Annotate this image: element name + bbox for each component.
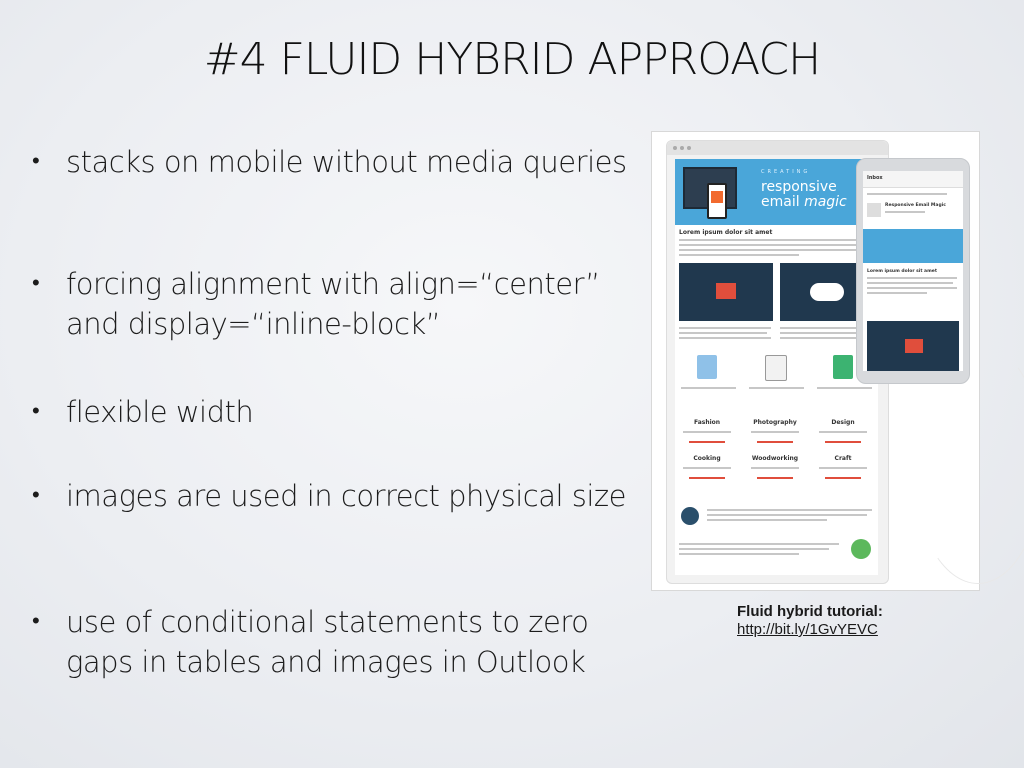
inbox-label: Inbox	[867, 175, 883, 181]
bullet-text: use of conditional statements to zero gaps in tables and images in Outlook	[66, 605, 589, 679]
phone-icon	[707, 183, 727, 219]
email-page	[675, 159, 878, 575]
slide-title: #4 FLUID HYBRID APPROACH	[203, 34, 821, 85]
read-more-link[interactable]	[689, 441, 725, 443]
read-more-link[interactable]	[825, 477, 861, 479]
column-heading: Design	[831, 419, 855, 426]
column-heading: Woodworking	[751, 455, 799, 462]
email-hero-banner	[675, 159, 878, 225]
read-more-link[interactable]	[825, 441, 861, 443]
hero-heading	[761, 165, 847, 210]
mobile-phone-mockup	[856, 158, 970, 384]
read-more-link[interactable]	[757, 441, 793, 443]
email-heading: Lorem ipsum dolor sit amet	[679, 229, 773, 236]
avatar	[681, 507, 699, 525]
column-heading: Fashion	[693, 419, 721, 426]
mobile-email-view	[863, 171, 963, 371]
tutorial-caption	[737, 603, 883, 639]
hero-line-3: magic	[804, 194, 847, 210]
notepad-icon	[697, 355, 717, 379]
read-more-link[interactable]	[689, 477, 725, 479]
mobile-hero	[863, 229, 963, 263]
envelope-icon	[716, 283, 736, 299]
bullet-dot: •	[32, 483, 40, 508]
bullet-dot: •	[32, 399, 40, 424]
envelope-icon	[905, 339, 923, 353]
bullet-text: flexible width	[66, 395, 254, 429]
email-tile-image	[679, 263, 773, 321]
sender-name: Responsive Email Magic	[885, 203, 946, 208]
caption-title: Fluid hybrid tutorial:	[737, 603, 883, 620]
bullet-text: images are used in correct physical size	[66, 479, 626, 513]
cloud-icon	[810, 283, 844, 301]
tools-icon	[851, 539, 871, 559]
bullet-dot: •	[32, 609, 40, 634]
tutorial-link[interactable]: http://bit.ly/1GvYEVC	[737, 621, 878, 638]
read-more-link[interactable]	[757, 477, 793, 479]
bullet-text: stacks on mobile without media queries	[66, 145, 627, 179]
hero-line-2: email	[761, 194, 800, 210]
document-icon	[833, 355, 853, 379]
hero-kicker: CREATING	[761, 169, 811, 175]
mobile-tile-image	[867, 321, 959, 371]
bullet-dot: •	[32, 271, 40, 296]
hero-line-1: responsive	[761, 179, 837, 195]
browser-toolbar	[667, 141, 888, 155]
gallery-icon	[765, 355, 787, 381]
example-email-screenshot	[651, 131, 980, 591]
mobile-heading: Lorem ipsum dolor sit amet	[867, 269, 937, 274]
bullet-dot: •	[32, 149, 40, 174]
column-heading: Photography	[753, 419, 797, 426]
column-heading: Craft	[834, 455, 852, 462]
column-heading: Cooking	[693, 455, 721, 462]
bullet-text: forcing alignment with align=“center” and display=“inline-block”	[66, 267, 600, 341]
